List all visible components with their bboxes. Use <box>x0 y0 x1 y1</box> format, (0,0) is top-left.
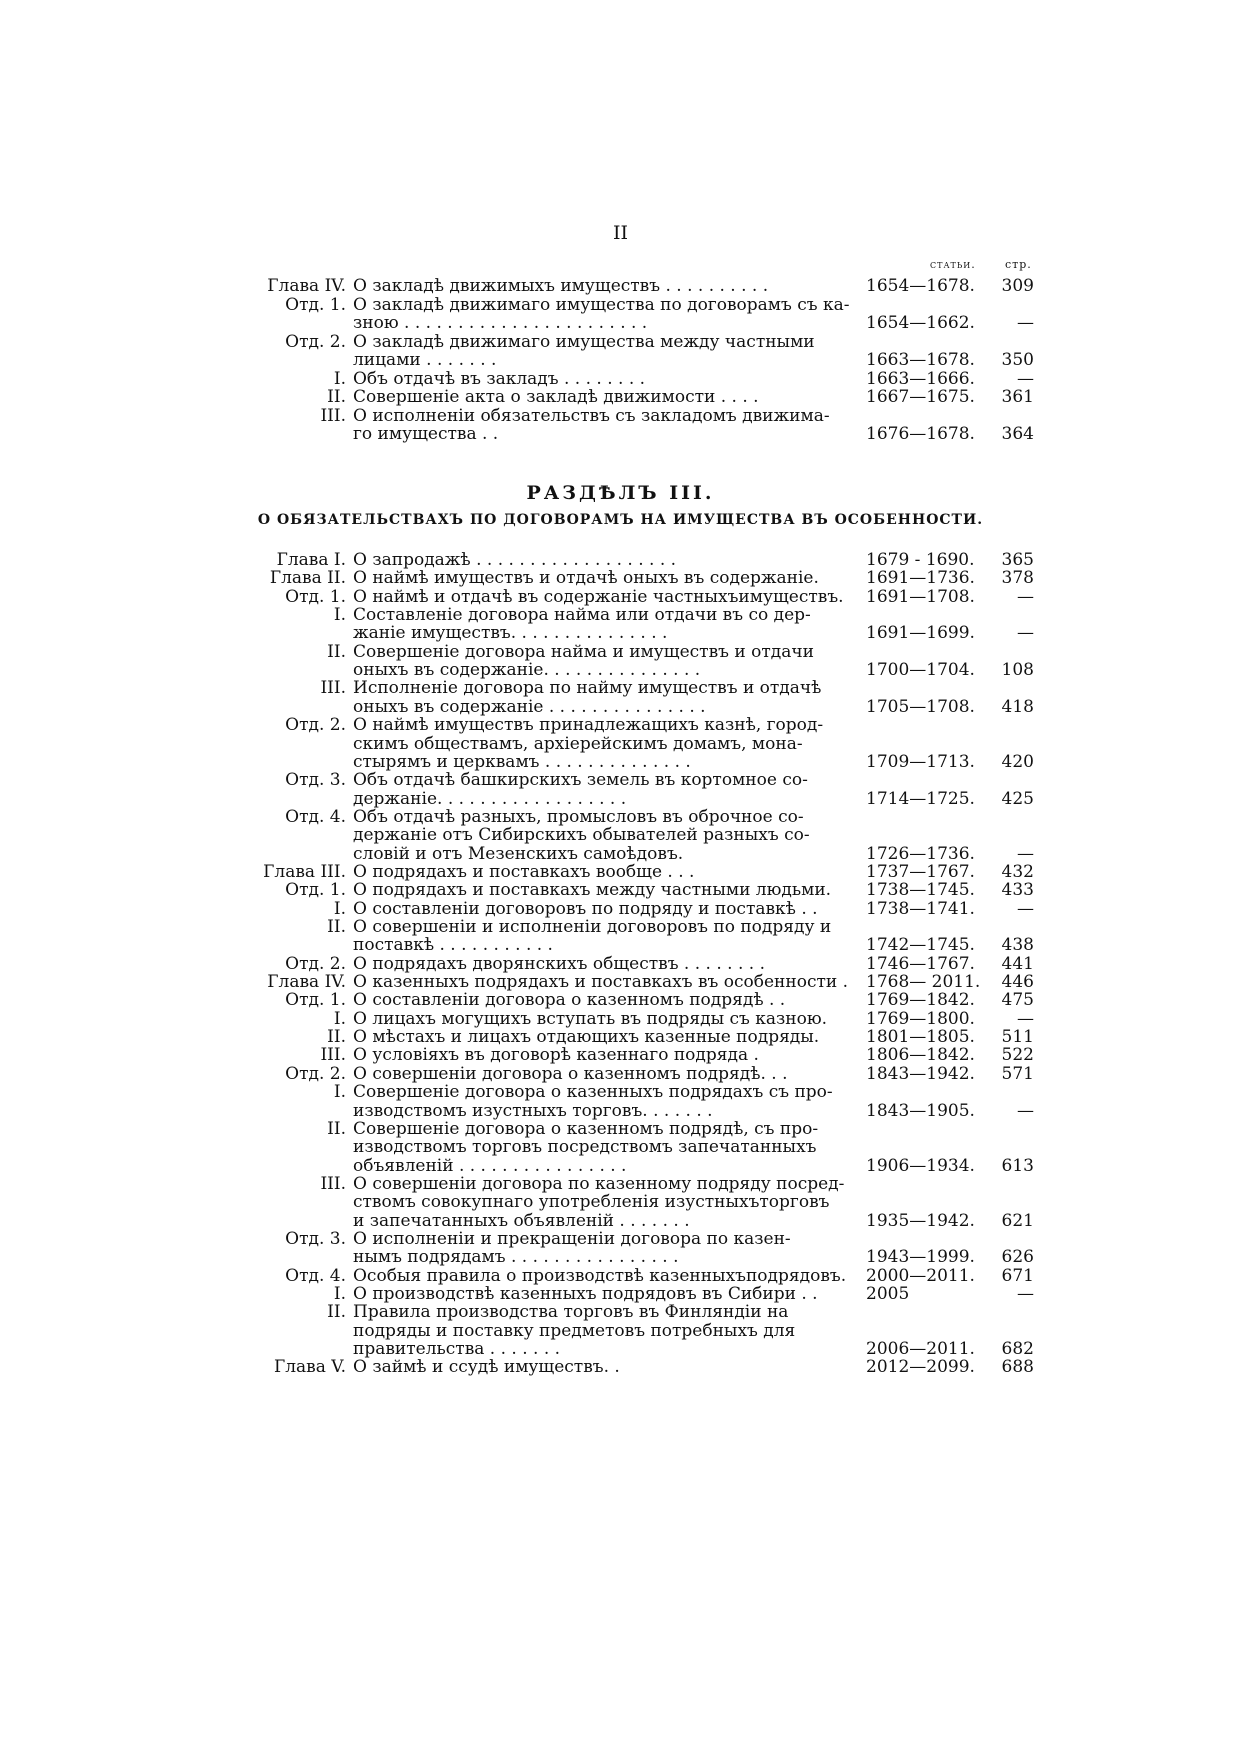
entry-article-range: 1746—1767. <box>866 953 975 974</box>
entry-text: ствомъ совокупнаго употребленія изустныхъторговъ <box>353 1192 830 1213</box>
entry-article-range: 2012—2099. <box>866 1357 975 1378</box>
entry-article-range: 1843—1942. <box>866 1063 975 1084</box>
entry-label: Отд. 4. <box>285 806 346 827</box>
entry-text: О подрядахъ и поставкахъ между частными людьми. <box>353 880 832 901</box>
entry-label: Глава III. <box>263 861 346 882</box>
entry-text: О исполненіи и прекращеніи договора по казен- <box>353 1228 791 1249</box>
page-number: II <box>612 222 628 244</box>
entry-text: Совершеніе договора о казенномъ подрядѣ, съ про- <box>353 1118 819 1139</box>
entry-text: О наймѣ имуществъ и отдачѣ оныхъ въ содержаніе. <box>353 568 819 589</box>
entry-label: Отд. 1. <box>285 990 346 1011</box>
entry-text: Исполненіе договора по найму имуществъ и отдачѣ <box>353 678 822 699</box>
entry-label: Отд. 2. <box>285 953 346 974</box>
entry-label: II. <box>327 641 346 662</box>
entry-text: О совершеніи и исполненіи договоровъ по подряду и <box>353 917 832 937</box>
entry-article-range: 1679 - 1690. <box>866 550 975 570</box>
entry-label: I. <box>333 1284 346 1304</box>
entry-page: 438 <box>1001 935 1034 956</box>
entry-text: О закладѣ движимаго имущества между частными <box>353 331 815 352</box>
entry-article-range: 1709—1713. <box>866 751 975 772</box>
entry-label: Отд. 3. <box>285 770 346 791</box>
entry-text: Объ отдачѣ въ закладъ . . . . . . . . <box>353 368 646 389</box>
entry-label: Отд. 1. <box>285 294 346 315</box>
toc-entry <box>0 423 1241 445</box>
entry-label: II. <box>327 1302 346 1323</box>
entry-label: III. <box>320 1173 346 1194</box>
entry-text: оныхъ въ содержаніе. . . . . . . . . . . . . . . <box>353 660 701 681</box>
entry-text: О совершеніи договора по казенному подряду посред- <box>353 1173 845 1194</box>
entry-text: О закладѣ движимыхъ имуществъ . . . . . . . . . . <box>353 276 769 296</box>
entry-article-range: 1769—1800. <box>866 1008 975 1029</box>
entry-label: Глава V. <box>273 1357 346 1378</box>
entry-page: 511 <box>1001 1027 1034 1048</box>
entry-label: Отд. 1. <box>285 880 346 901</box>
entry-article-range: 2006—2011. <box>866 1339 975 1360</box>
entry-label: III. <box>320 678 346 699</box>
entry-text: О исполненіи обязательствъ съ закладомъ движима- <box>353 405 830 426</box>
entry-page: — <box>1017 1100 1034 1121</box>
entry-page: 418 <box>1001 696 1034 717</box>
entry-label: II. <box>327 917 346 937</box>
entry-page: 626 <box>1001 1247 1034 1268</box>
entry-page: — <box>1017 368 1034 389</box>
entry-article-range: 1806—1842. <box>866 1045 975 1066</box>
entry-article-range: 1654—1662. <box>866 313 975 333</box>
entry-text: словій и отъ Мезенскихъ самоѣдовъ. <box>353 843 684 864</box>
entry-label: I. <box>333 368 346 389</box>
column-header-articles: статьи. <box>930 258 976 271</box>
entry-article-range: 1906—1934. <box>866 1155 975 1176</box>
entry-text: зною . . . . . . . . . . . . . . . . . . . . . . . <box>353 313 648 333</box>
entry-text: О производствѣ казенныхъ подрядовъ въ Сибири . . <box>353 1284 818 1304</box>
entry-text: держаніе отъ Сибирскихъ обывателей разныхъ со- <box>353 825 810 846</box>
entry-text: поставкѣ . . . . . . . . . . . <box>353 935 553 956</box>
entry-text: подряды и поставку предметовъ потребныхъ для <box>353 1320 796 1341</box>
entry-text: изводствомъ изустныхъ торговъ. . . . . . . <box>353 1100 713 1121</box>
entry-label: Отд. 2. <box>285 331 346 352</box>
entry-text: Совершеніе договора найма и имуществъ и отдачи <box>353 641 814 662</box>
entry-label: I. <box>333 1082 346 1103</box>
entry-label: Глава II. <box>269 568 346 589</box>
entry-text: лицами . . . . . . . <box>353 350 497 370</box>
entry-page: 446 <box>1001 972 1034 993</box>
entry-article-range: 1935—1942. <box>866 1210 975 1231</box>
entry-article-range: 1663—1666. <box>866 368 975 389</box>
entry-article-range: 1691—1736. <box>866 568 975 589</box>
entry-article-range: 1714—1725. <box>866 788 975 809</box>
entry-article-range: 1691—1708. <box>866 586 975 607</box>
entry-page: 441 <box>1001 953 1034 974</box>
entry-text: оныхъ въ содержаніе . . . . . . . . . . . . . . . <box>353 696 706 717</box>
entry-page: — <box>1017 313 1034 333</box>
entry-label: I. <box>333 898 346 919</box>
entry-article-range: 1700—1704. <box>866 660 975 681</box>
entry-page: 364 <box>1001 424 1034 444</box>
entry-text: О займѣ и ссудѣ имуществъ. . <box>353 1357 620 1378</box>
entry-page: — <box>1017 623 1034 644</box>
entry-text: О совершеніи договора о казенномъ подрядѣ. . . <box>353 1063 788 1084</box>
entry-page: 350 <box>1001 350 1034 370</box>
entry-text: О подрядахъ и поставкахъ вообще . . . <box>353 861 695 882</box>
entry-label: Глава IV. <box>267 276 346 296</box>
entry-label: II. <box>327 1118 346 1139</box>
entry-page: 425 <box>1001 788 1034 809</box>
toc-entry <box>0 1356 1241 1378</box>
column-header-page: стр. <box>1005 258 1032 271</box>
entry-text: О наймѣ и отдачѣ въ содержаніе частныхъимуществъ. <box>353 586 844 607</box>
entry-page: — <box>1017 843 1034 864</box>
entry-article-range: 1801—1805. <box>866 1027 975 1048</box>
entry-page: 688 <box>1001 1357 1034 1378</box>
entry-text: О составленіи договора о казенномъ подрядѣ . . <box>353 990 786 1011</box>
entry-text: О казенныхъ подрядахъ и поставкахъ въ особенности . <box>353 972 849 993</box>
entry-page: 378 <box>1001 568 1034 589</box>
entry-text: Объ отдачѣ разныхъ, промысловъ въ оброчное со- <box>353 806 804 827</box>
entry-article-range: 1742—1745. <box>866 935 975 956</box>
entry-text: скимъ обществамъ, архіерейскимъ домамъ, мона- <box>353 733 803 754</box>
entry-page: 420 <box>1001 751 1034 772</box>
entry-label: Глава I. <box>276 550 346 570</box>
entry-page: — <box>1017 586 1034 607</box>
entry-label: Отд. 3. <box>285 1228 346 1249</box>
entry-page: — <box>1017 1008 1034 1029</box>
entry-text: правительства . . . . . . . <box>353 1339 561 1360</box>
entry-page: 361 <box>1001 387 1034 407</box>
entry-article-range: 2000—2011. <box>866 1265 975 1286</box>
entry-text: Правила производства торговъ въ Финляндіи на <box>353 1302 789 1323</box>
entry-text: О условіяхъ въ договорѣ казеннаго подряда . <box>353 1045 759 1066</box>
entry-article-range: 1738—1741. <box>866 898 975 919</box>
entry-label: Глава IV. <box>267 972 346 993</box>
entry-text: Особыя правила о производствѣ казенныхъподрядовъ. <box>353 1265 847 1286</box>
entry-text: О мѣстахъ и лицахъ отдающихъ казенные подряды. <box>353 1027 820 1048</box>
entry-text: О наймѣ имуществъ принадлежащихъ казнѣ, город- <box>353 715 824 736</box>
entry-article-range: 2005 <box>866 1284 910 1304</box>
entry-text: держаніе. . . . . . . . . . . . . . . . . . <box>353 788 627 809</box>
entry-text: О запродажѣ . . . . . . . . . . . . . . . . . . . <box>353 550 677 570</box>
entry-text: изводствомъ торговъ посредствомъ запечатанныхъ <box>353 1137 817 1158</box>
entry-article-range: 1738—1745. <box>866 880 975 901</box>
entry-article-range: 1667—1675. <box>866 387 975 407</box>
entry-article-range: 1843—1905. <box>866 1100 975 1121</box>
entry-article-range: 1943—1999. <box>866 1247 975 1268</box>
entry-label: Отд. 2. <box>285 715 346 736</box>
entry-page: 475 <box>1001 990 1034 1011</box>
entry-label: III. <box>320 405 346 426</box>
entry-label: Отд. 2. <box>285 1063 346 1084</box>
entry-text: нымъ подрядамъ . . . . . . . . . . . . . . . . <box>353 1247 679 1268</box>
entry-page: 432 <box>1001 861 1034 882</box>
entry-article-range: 1737—1767. <box>866 861 975 882</box>
entry-label: I. <box>333 605 346 626</box>
entry-page: 108 <box>1001 660 1034 681</box>
entry-page: 522 <box>1001 1045 1034 1066</box>
entry-text: го имущества . . <box>353 424 499 444</box>
entry-text: Совершеніе договора о казенныхъ подрядахъ съ про- <box>353 1082 833 1103</box>
entry-label: Отд. 1. <box>285 586 346 607</box>
entry-article-range: 1768— 2011. <box>866 972 981 993</box>
entry-page: 309 <box>1001 276 1034 296</box>
entry-text: О лицахъ могущихъ вступать въ подряды съ казною. <box>353 1008 828 1029</box>
entry-text: О составленіи договоровъ по подряду и поставкѣ . . <box>353 898 818 919</box>
entry-page: 613 <box>1001 1155 1034 1176</box>
entry-label: Отд. 4. <box>285 1265 346 1286</box>
entry-text: жаніе имуществъ. . . . . . . . . . . . . . . <box>353 623 668 644</box>
entry-text: объявленій . . . . . . . . . . . . . . . . <box>353 1155 627 1176</box>
section-title: РАЗДѢЛЪ III. <box>526 482 715 504</box>
entry-label: II. <box>327 387 346 407</box>
entry-text: О подрядахъ дворянскихъ обществъ . . . . . . . . <box>353 953 765 974</box>
entry-text: Объ отдачѣ башкирскихъ земель въ кортомное со- <box>353 770 808 791</box>
entry-label: II. <box>327 1027 346 1048</box>
entry-text: и запечатанныхъ объявленій . . . . . . . <box>353 1210 690 1231</box>
entry-page: — <box>1017 898 1034 919</box>
entry-article-range: 1726—1736. <box>866 843 975 864</box>
entry-article-range: 1663—1678. <box>866 350 975 370</box>
entry-article-range: 1705—1708. <box>866 696 975 717</box>
entry-label: III. <box>320 1045 346 1066</box>
entry-text: Совершеніе акта о закладѣ движимости . . . . <box>353 387 759 407</box>
entry-text: стырямъ и церквамъ . . . . . . . . . . . . . . <box>353 751 691 772</box>
entry-label: I. <box>333 1008 346 1029</box>
entry-text: Составленіе договора найма или отдачи въ со дер- <box>353 605 811 626</box>
entry-text: О закладѣ движимаго имущества по договорамъ съ ка- <box>353 294 850 315</box>
entry-article-range: 1676—1678. <box>866 424 975 444</box>
entry-article-range: 1691—1699. <box>866 623 975 644</box>
entry-page: — <box>1017 1284 1034 1304</box>
entry-page: 621 <box>1001 1210 1034 1231</box>
entry-article-range: 1654—1678. <box>866 276 975 296</box>
section-subtitle: О ОБЯЗАТЕЛЬСТВАХЪ ПО ДОГОВОРАМЪ НА ИМУЩЕСТВА ВЪ ОСОБЕННОСТИ. <box>257 512 984 528</box>
entry-page: 571 <box>1001 1063 1034 1084</box>
entry-article-range: 1769—1842. <box>866 990 975 1011</box>
entry-page: 365 <box>1001 550 1034 570</box>
entry-page: 682 <box>1001 1339 1034 1360</box>
entry-page: 433 <box>1001 880 1034 901</box>
entry-page: 671 <box>1001 1265 1034 1286</box>
